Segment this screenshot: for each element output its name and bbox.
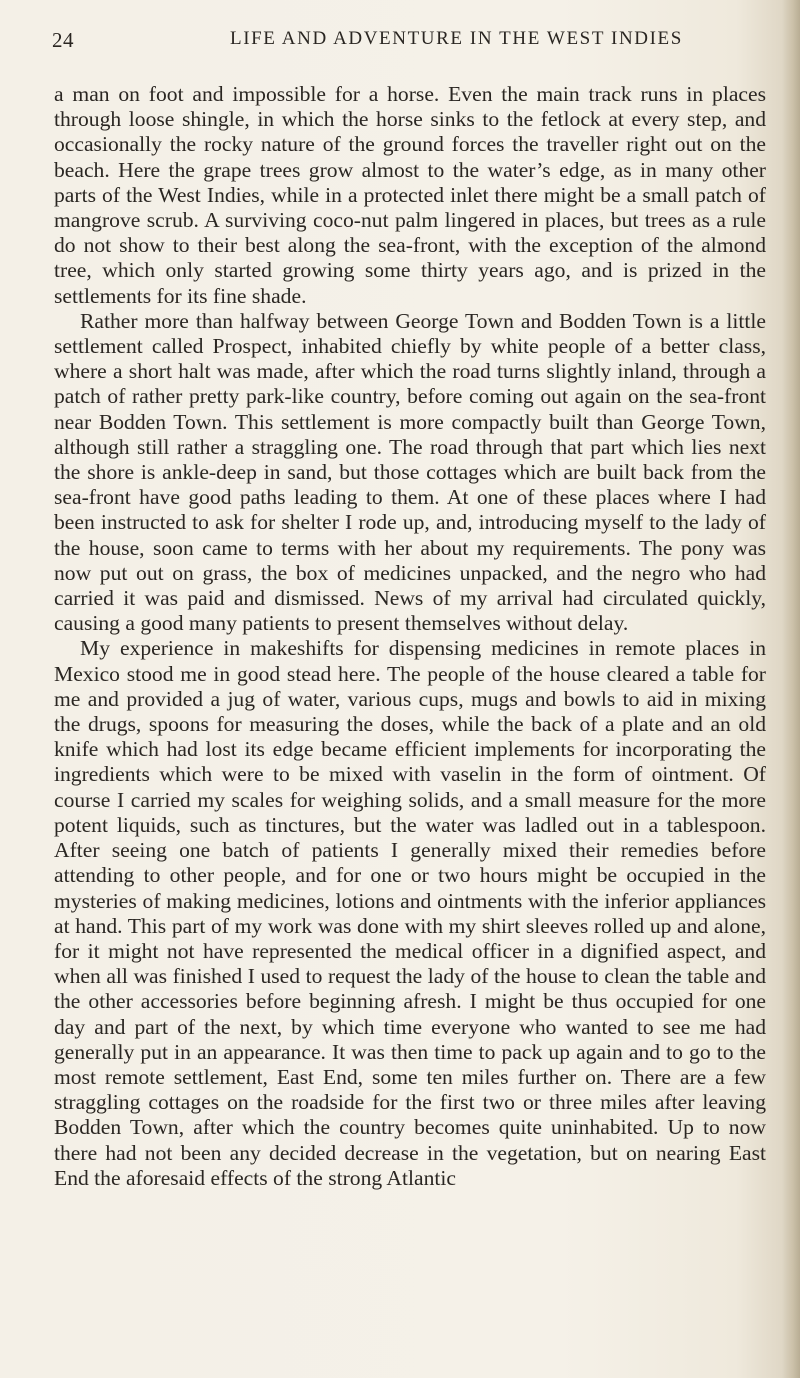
running-head [52,28,772,60]
paragraph-prospect: Rather more than halfway between George Town and Bodden Town is a little settlement called Prospect, inhabited chiefly by white people of a better class, where a short halt was made, after which the road turns slightly inland, through a patch of rather pretty park-like country, before coming out again on the sea-front near Bodden Town. This settlement is more compactly built than George Town, although still rather a straggling one. The road through that part which lies next the shore is ankle-deep in sand, but those cottages which are built back from the sea-front have good paths leading to them. At one of these places where I had been instructed to ask for shelter I rode up, and, introducing myself to the lady of the house, soon came to terms with her about my requirements. The pony was now put out on grass, the box of medicines unpacked, and the negro who had carried it was paid and dismissed. News of my arrival had circulated quickly, causing a good many patients to present themselves without delay. [54,308,766,636]
page-edge-shadow [782,0,800,1378]
page-number: 24 [52,28,74,52]
paragraph-dispensing: My experience in makeshifts for dispensing medicines in remote places in Mexico stood me in good stead here. The people of the house cleared a table for me and provided a jug of water, various cups, mugs and bowls to aid in mixing the drugs, spoons for measuring the doses, while the back of a plate and an old knife which had lost its edge became efficient implements for incorporating the ingredients which were to be mixed with vaselin in the form of ointment. Of course I carried my scales for weighing solids, and a small measure for the more potent liquids, such as tinctures, but the water was ladled out in a tablespoon. After seeing one batch of patients I generally mixed their remedies before attending to other people, and for one or two hours might be occupied in the mysteries of making medicines, lotions and ointments with the inferior appliances at hand. This part of my work was done with my shirt sleeves rolled up and alone, for it might not have represented the medical officer in a dignified aspect, and when all was finished I used to request the lady of the house to clean the table and the other accessories before beginning afresh. I might be thus occupied for one day and part of the next, by which time everyone who wanted to see me had generally put in an appearance. It was then time to pack up again and to go to the most remote settlement, East End, some ten miles further on. There are a few straggling cottages on the roadside for the first two or three miles after leaving Bodden Town, after which the country becomes quite uninhabited. Up to now there had not been any decided decrease in the vegetation, but on nearing East End the aforesaid effects of the strong Atlantic [54,636,766,1190]
running-title: LIFE AND ADVENTURE IN THE WEST INDIES [230,28,683,49]
body-text [54,82,766,1191]
paragraph-continued: a man on foot and impossible for a horse. Even the main track runs in places through loose shingle, in which the horse sinks to the fetlock at every step, and occasionally the rocky nature of the ground forces the traveller right out on the beach. Here the grape trees grow almost to the water’s edge, as in many other parts of the West Indies, while in a protected inlet there might be a small patch of mangrove scrub. A surviving coco-nut palm lingered in places, but trees as a rule do not show to their best along the sea-front, with the exception of the almond tree, which only started growing some thirty years ago, and is prized in the settlements for its fine shade. [54,82,766,308]
